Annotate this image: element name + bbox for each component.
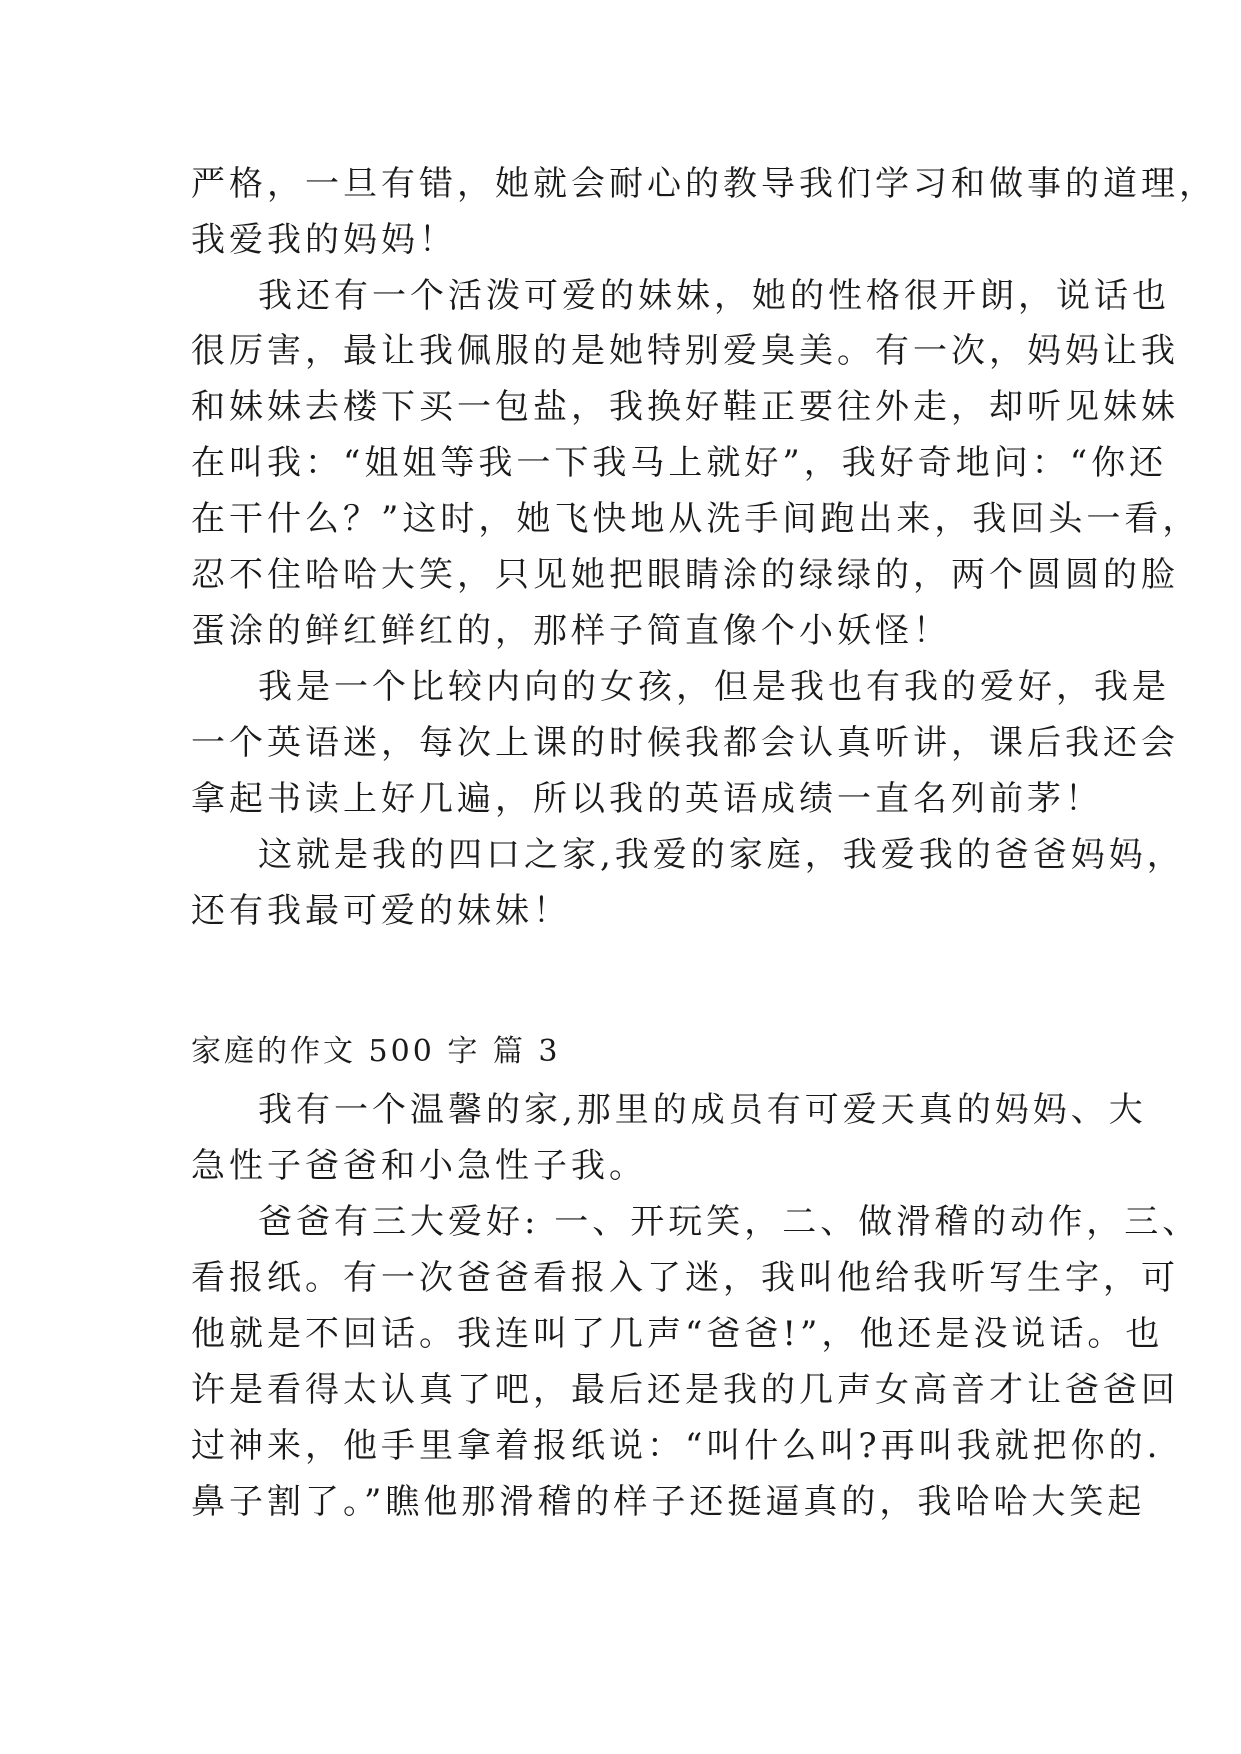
text-line: 蛋涂的鲜红鲜红的，那样子简直像个小妖怪！ [191, 611, 951, 651]
text-line: 这就是我的四口之家,我爱的家庭，我爱我的爸爸妈妈， [258, 835, 1185, 875]
text-line: 鼻子割了。”瞧他那滑稽的样子还挺逼真的，我哈哈大笑起 [191, 1482, 1146, 1522]
text-line: 我有一个温馨的家,那里的成员有可爱天真的妈妈、大 [258, 1090, 1147, 1130]
text-line: 一个英语迷，每次上课的时候我都会认真听讲，课后我还会 [191, 723, 1179, 763]
text-line: 还有我最可爱的妹妹！ [191, 891, 571, 931]
section-heading: 家庭的作文 500 字 篇 3 [191, 1034, 561, 1069]
text-line: 拿起书读上好几遍，所以我的英语成绩一直名列前茅！ [191, 779, 1103, 819]
text-line: 我是一个比较内向的女孩，但是我也有我的爱好，我是 [258, 667, 1170, 707]
text-line: 在干什么？”这时，她飞快地从洗手间跑出来，我回头一看， [191, 499, 1201, 539]
text-line: 我还有一个活泼可爱的妹妹，她的性格很开朗，说话也 [258, 276, 1170, 316]
text-line: 严格，一旦有错，她就会耐心的教导我们学习和做事的道理， [191, 164, 1217, 204]
text-line: 在叫我：“姐姐等我一下我马上就好”，我好奇地问：“你还 [191, 443, 1168, 483]
text-line: 爸爸有三大爱好: 一、开玩笑，二、做滑稽的动作，三、 [258, 1202, 1201, 1242]
text-line: 看报纸。有一次爸爸看报入了迷，我叫他给我听写生字，可 [191, 1258, 1179, 1298]
text-line: 许是看得太认真了吧，最后还是我的几声女高音才让爸爸回 [191, 1370, 1179, 1410]
text-line: 急性子爸爸和小急性子我。 [191, 1146, 647, 1186]
text-line: 我爱我的妈妈！ [191, 220, 457, 260]
text-line: 忍不住哈哈大笑，只见她把眼睛涂的绿绿的，两个圆圆的脸 [191, 555, 1179, 595]
text-line: 他就是不回话。我连叫了几声“爸爸!”，他还是没说话。也 [191, 1314, 1164, 1354]
text-line: 和妹妹去楼下买一包盐，我换好鞋正要往外走，却听见妹妹 [191, 387, 1179, 427]
text-line: 很厉害，最让我佩服的是她特别爱臭美。有一次，妈妈让我 [191, 331, 1179, 371]
text-line: 过神来，他手里拿着报纸说：“叫什么叫?再叫我就把你的. [191, 1426, 1162, 1466]
